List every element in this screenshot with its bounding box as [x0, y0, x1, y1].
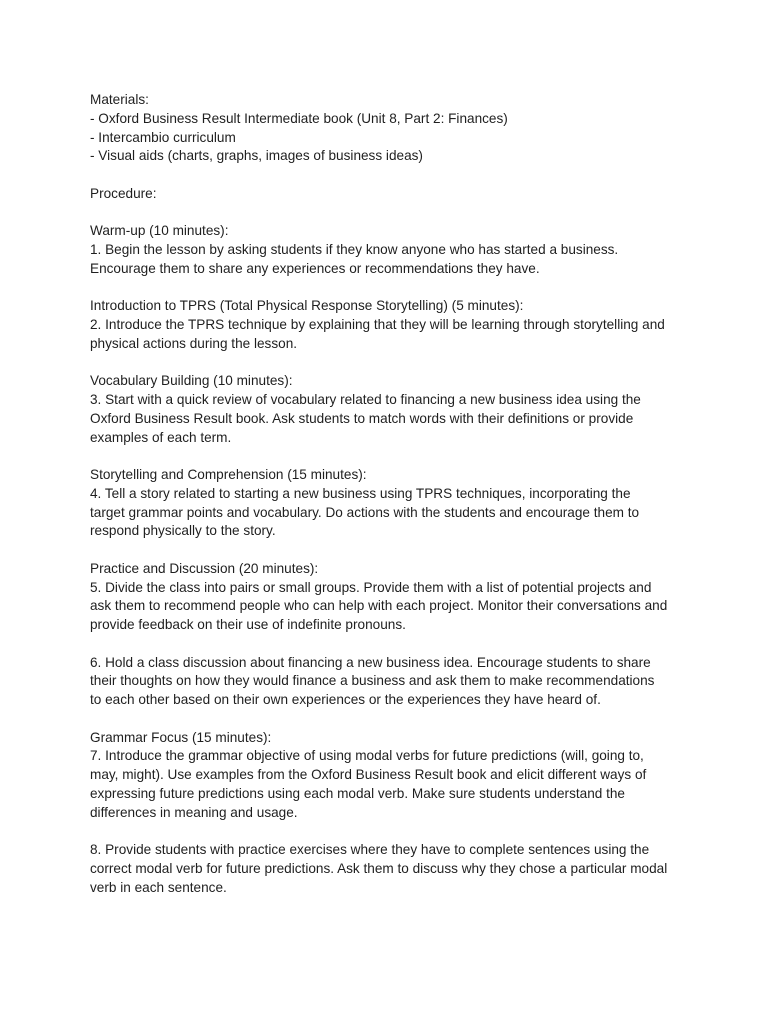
section-line: expressing future predictions using each modal verb. Make sure students understand the	[90, 785, 625, 801]
section-line: may, might). Use examples from the Oxford Business Result book and elicit different ways of	[90, 767, 647, 782]
section-heading: Practice and Discussion (20 minutes):	[90, 560, 319, 576]
section-line: 6. Hold a class discussion about financing a new business idea. Encourage students to share	[90, 654, 651, 670]
warmup-section	[90, 222, 690, 278]
section-line: correct modal verb for future predictions. Ask them to discuss why they chose a particular modal	[90, 860, 668, 876]
section-line: 8. Provide students with practice exercises where they have to complete sentences using the	[90, 842, 650, 857]
document-page	[90, 91, 690, 916]
procedure-heading: Procedure:	[90, 185, 157, 201]
materials-item: - Oxford Business Result Intermediate book (Unit 8, Part 2: Finances)	[90, 110, 508, 126]
section-line: target grammar points and vocabulary. Do actions with the students and encourage them to	[90, 504, 640, 520]
section-line: 3. Start with a quick review of vocabulary related to financing a new business idea using the	[90, 392, 641, 407]
vocabulary-section	[90, 372, 690, 447]
section-heading: Grammar Focus (15 minutes):	[90, 729, 272, 745]
exercise-paragraph	[90, 841, 690, 897]
grammar-section	[90, 729, 690, 823]
section-line: physical actions during the lesson.	[90, 335, 298, 351]
section-line: ask them to recommend people who can help with each project. Monitor their conversations and	[90, 598, 668, 614]
section-heading: Introduction to TPRS (Total Physical Response Storytelling) (5 minutes):	[90, 298, 524, 314]
section-line: respond physically to the story.	[90, 523, 276, 539]
section-line: 4. Tell a story related to starting a new business using TPRS techniques, incorporating the	[90, 485, 631, 501]
storytelling-section	[90, 466, 690, 541]
section-heading: Vocabulary Building (10 minutes):	[90, 373, 293, 389]
materials-section	[90, 91, 690, 166]
section-line: Oxford Business Result book. Ask students to match words with their definitions or provide	[90, 410, 634, 426]
section-line: 1. Begin the lesson by asking students if they know anyone who has started a business.	[90, 242, 619, 257]
materials-item: - Intercambio curriculum	[90, 129, 236, 145]
section-heading: Warm-up (10 minutes):	[90, 223, 229, 239]
section-line: verb in each sentence.	[90, 879, 227, 895]
section-line: 7. Introduce the grammar objective of using modal verbs for future predictions (will, going to,	[90, 748, 644, 764]
materials-item: - Visual aids (charts, graphs, images of business ideas)	[90, 148, 423, 164]
procedure-section	[90, 185, 690, 204]
practice-section	[90, 560, 690, 635]
tprs-intro-section	[90, 297, 690, 353]
section-heading: Storytelling and Comprehension (15 minutes):	[90, 467, 367, 482]
section-line: examples of each term.	[90, 429, 232, 445]
section-line: Encourage them to share any experiences or recommendations they have.	[90, 260, 540, 276]
section-line: 5. Divide the class into pairs or small groups. Provide them with a list of potential projects and	[90, 579, 652, 595]
section-line: differences in meaning and usage.	[90, 804, 298, 820]
section-line: their thoughts on how they would finance a business and ask them to make recommendations	[90, 673, 655, 689]
materials-heading: Materials:	[90, 92, 149, 107]
section-line: to each other based on their own experiences or the experiences they have heard of.	[90, 692, 601, 707]
section-line: 2. Introduce the TPRS technique by explaining that they will be learning through storytelling and	[90, 317, 665, 332]
discussion-paragraph	[90, 654, 690, 710]
section-line: provide feedback on their use of indefinite pronouns.	[90, 617, 406, 632]
